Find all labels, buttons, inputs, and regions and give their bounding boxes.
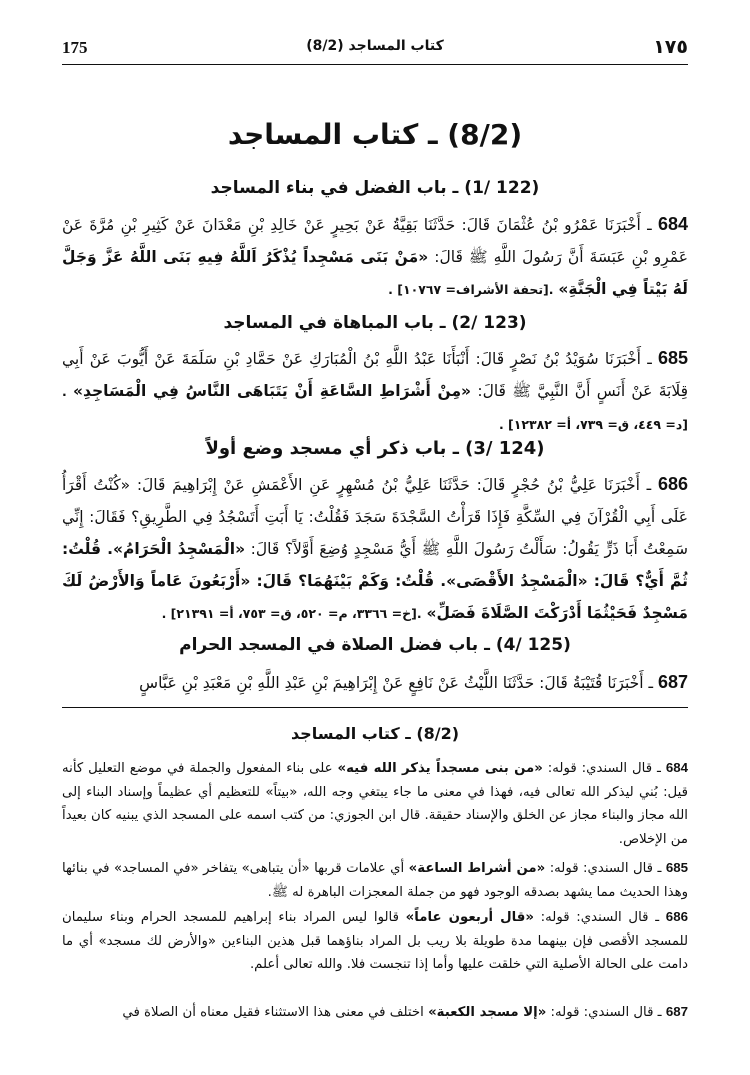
footnote-item (62, 756, 688, 851)
page-number-latin: 175 (62, 38, 88, 57)
running-title: كتاب المساجد (8/2) (306, 38, 444, 54)
footnote-text: قالوا ليس المراد بناء إبراهيم للمسجد الحرام وبناء سليمان للمسجد الأقصى فإن بينهما مدة طويلة بلا ريب بل المراد بناؤهما قبل هذين البناءين «والأرض لك مسجد» أي ما دامت على الحالة الأصلية التي خلقت عليها وأما إذا تنجست فلا. والله تعالى أعلم. (62, 910, 688, 972)
hadith-reference: .[تحفة الأشراف= ١٠٧٦٧] . (388, 282, 554, 297)
footnote-number: 685 (665, 860, 689, 875)
hadith-paragraph (62, 468, 688, 630)
hadith-isnad: ـ أَخْبَرَنَا عَمْرُو بْنُ عُثْمَانَ قَالَ: حَدَّثَنَا بَقِيَّةُ عَنْ بَحِيرٍ عَنْ خَالِدِ بْنِ مَعْدَانَ عَنْ كَثِيرِ بْنِ مُرَّةَ عَنْ عَمْرِو بْنِ عَبَسَةَ أَنَّ رَسُولَ اللَّهِ ﷺ قَالَ: (62, 216, 688, 266)
hadith-number: 687 (657, 672, 688, 692)
page-number-arabic: ١٧٥ (653, 36, 688, 58)
hadith-matn: «مِنْ أَشْرَاطِ السَّاعَةِ أَنْ يَتَبَاهَى النَّاسُ فِي الْمَسَاجِدِ» (73, 382, 472, 400)
footnote-item (62, 856, 688, 904)
footnote-intro: ـ قال السندي: قوله: (550, 1005, 662, 1020)
hadith-isnad: ـ أَخْبَرَنَا قُتَيْبَةُ قَالَ: حَدَّثَنَا اللَّيْثُ عَنْ نَافِعٍ عَنْ إِبْرَاهِيمَ بْنِ عَبْدِ اللَّهِ بْنِ مَعْبَدِ بْنِ عَبَّاسٍ (139, 674, 654, 692)
footnote-item (62, 1000, 688, 1025)
hadith-isnad: ـ أَخْبَرَنَا عَلِيُّ بْنُ حُجْرٍ قَالَ: حَدَّثَنَا عَلِيُّ بْنُ مُسْهِرٍ عَنِ الأَعْمَشِ عَنْ إِبْرَاهِيمَ قَالَ: «كُنْتُ أَقْرَأُ عَلَى أَبِي الْقُرْآنَ فِي السِّكَّةِ فَإِذَا قَرَأْتُ السَّجْدَةَ سَجَدَ فَقُلْتُ: يَا أَبَتِ أَتَسْجُدُ فِي الطَّرِيقِ؟ فَقَالَ: إِنِّي سَمِعْتُ أَبَا ذَرٍّ يَقُولُ: سَأَلْتُ رَسُولَ اللَّهِ ﷺ أَيُّ مَسْجِدٍ وُضِعَ أَوَّلاً؟ قَالَ: (62, 476, 688, 558)
hadith-paragraph (62, 666, 688, 699)
chapter-heading: (124 /3) ـ باب ذكر أي مسجد وضع أولاً (205, 438, 545, 459)
running-header (62, 36, 688, 62)
header-rule (62, 64, 688, 65)
footnote-intro: ـ قال السندي: قوله: (547, 761, 661, 776)
hadith-paragraph (62, 342, 688, 441)
footnote-text: أي علامات قربها «أن يتباهى» يتفاخر «في المساجد» في بنائها وهذا الحديث مما يشهد بصدقه الوجود فهو من جملة المعجزات الباهرة له ﷺ. (62, 861, 688, 900)
hadith-number: 684 (657, 214, 688, 234)
hadith-number: 685 (657, 348, 688, 368)
footnote-item (62, 905, 688, 977)
chapter-heading: (123 /2) ـ باب المباهاة في المساجد (223, 313, 527, 333)
footnote-number: 687 (665, 1004, 688, 1019)
footnote-title: (8/2) ـ كتاب المساجد (290, 724, 460, 743)
hadith-matn: «الْمَسْجِدُ الْحَرَامُ». قُلْتُ: ثُمَّ أَيٌّ؟ قَالَ: «الْمَسْجِدُ الأَقْصَى». قُلْتُ: وَكَمْ بَيْنَهُمَا؟ قَالَ: «أَرْبَعُونَ عَاماً وَالأَرْضُ لَكَ مَسْجِدٌ فَحَيْثُمَا أَدْرَكْتَ الصَّلَاةَ فَصَلِّ» (62, 540, 688, 622)
footnote-quote: «قال أربعون عاماً» (405, 910, 534, 925)
footnote-number: 684 (665, 760, 688, 775)
hadith-reference: .[د= ٤٤٩، ق= ٧٣٩، أ= ١٢٣٨٢] . (62, 384, 688, 432)
footnote-number: 686 (665, 909, 688, 924)
footnote-quote: «إلا مسجد الكعبة» (428, 1005, 547, 1020)
footnote-separator (62, 707, 688, 708)
footnote-quote: «من بنى مسجداً يذكر الله فيه» (337, 761, 543, 776)
footnote-intro: ـ قال السندي: قوله: (540, 910, 660, 925)
footnote-intro: ـ قال السندي: قوله: (549, 861, 662, 876)
hadith-paragraph (62, 208, 688, 306)
book-title: (8/2) ـ كتاب المساجد (227, 118, 523, 151)
hadith-reference: .[خ= ٣٣٦٦، م= ٥٢٠، ق= ٧٥٣، أ= ٢١٣٩١] . (161, 606, 422, 621)
chapter-heading: (125 /4) ـ باب فضل الصلاة في المسجد الحرام (179, 635, 571, 655)
footnote-quote: «من أشراط الساعة» (408, 861, 546, 876)
footnote-text: على بناء المفعول والجملة في موضع التعليل كأنه قيل: بُني ليذكر الله تعالى فيه، فهذا في معنى ما جاء يبتغي وجه الله، «بيتاً» للتعظيم أي عظيماً وإسناد البناء إلى الله مجاز والبناء مجاز عن الخلق والإسناد حقيقة. قال ابن الجوزي: من كتب اسمه على المسجد الذي يبنيه كان بعيداً من الإخلاص. (62, 761, 688, 847)
hadith-number: 686 (657, 474, 688, 494)
hadith-matn: «مَنْ بَنَى مَسْجِداً يُذْكَرُ اَللَّهُ فِيهِ بَنَى اللَّهُ عَزَّ وَجَلَّ لَهُ بَيْتاً فِي الْجَنَّةِ» (62, 248, 688, 298)
hadith-isnad: ـ أَخْبَرَنَا سُوَيْدُ بْنُ نَصْرٍ قَالَ: أَنْبَأَنَا عَبْدُ اللَّهِ بْنُ الْمُبَارَكِ عَنْ حَمَّادِ بْنِ سَلَمَةَ عَنْ أَيُّوبَ عَنْ أَبِي قِلَابَةَ عَنْ أَنَسٍ أَنَّ النَّبِيَّ ﷺ قَالَ: (62, 350, 688, 400)
chapter-heading: (122 /1) ـ باب الفضل في بناء المساجد (210, 178, 540, 198)
footnote-text: اختلف في معنى هذا الاستثناء فقيل معناه أن الصلاة في (122, 1005, 424, 1020)
